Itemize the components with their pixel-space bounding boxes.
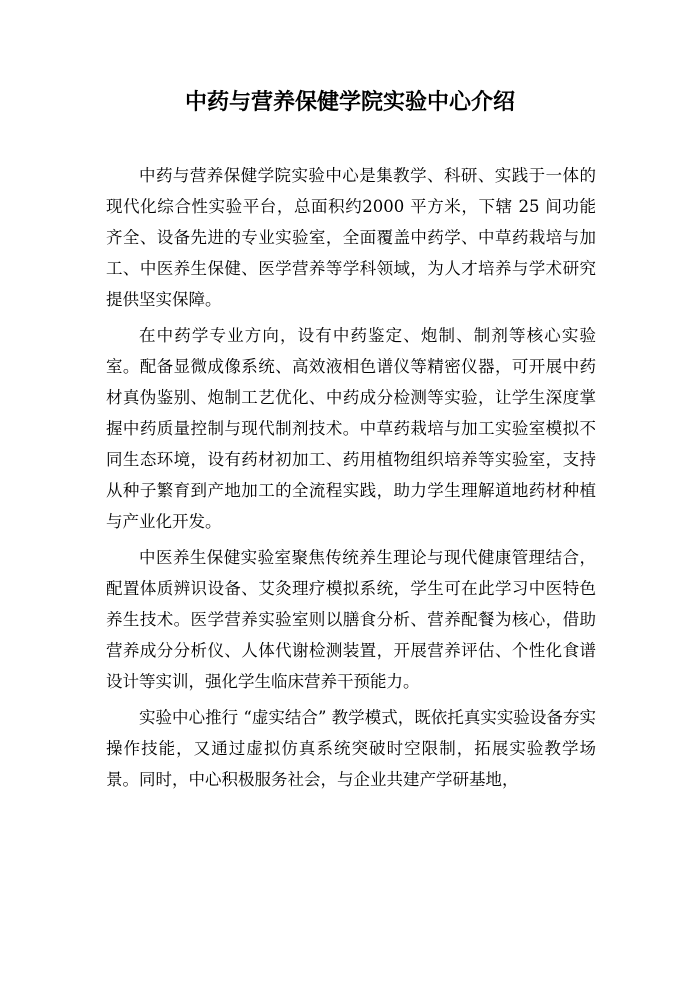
paragraph-4: 实验中心推行 “虚实结合” 教学模式，既依托真实实验设备夯实操作技能，又通过虚拟仿真系统突破时空限制，拓展实验教学场景。同时，中心积极服务社会，与企业共建产学研基地， [106, 708, 596, 789]
paragraph-2: 在中药学专业方向，设有中药鉴定、炮制、制剂等核心实验室。配备显微成像系统、高效液相色谱仪等精密仪器，可开展中药材真伪鉴别、炮制工艺优化、中药成分检测等实验，让学生深度掌握中药质量控制与现代制剂技术。中草药栽培与加工实验室模拟不同生态环境，设有药材初加工、药用植物组织培养等实验室，支持从种子繁育到产地加工的全流程实践，助力学生理解道地药材种植与产业化开发。 [106, 326, 596, 531]
paragraph-3: 中医养生保健实验室聚焦传统养生理论与现代健康管理结合，配置体质辨识设备、艾灸理疗模拟系统，学生可在此学习中医特色养生技术。医学营养实验室则以膳食分析、营养配餐为核心，借助营养成分分析仪、人体代谢检测装置，开展营养评估、个性化食谱设计等实训，强化学生临床营养干预能力。 [106, 548, 596, 691]
document-body [106, 160, 596, 800]
paragraph-1: 中药与营养保健学院实验中心是集教学、科研、实践于一体的现代化综合性实验平台，总面积约2000 平方米，下辖 25 间功能齐全、设备先进的专业实验室，全面覆盖中药学、中草药栽培与加工、中医养生保健、医学营养等学科领域，为人才培养与学术研究提供坚实保障。 [106, 166, 596, 309]
document-title: 中药与营养保健学院实验中心介绍 [184, 90, 515, 115]
